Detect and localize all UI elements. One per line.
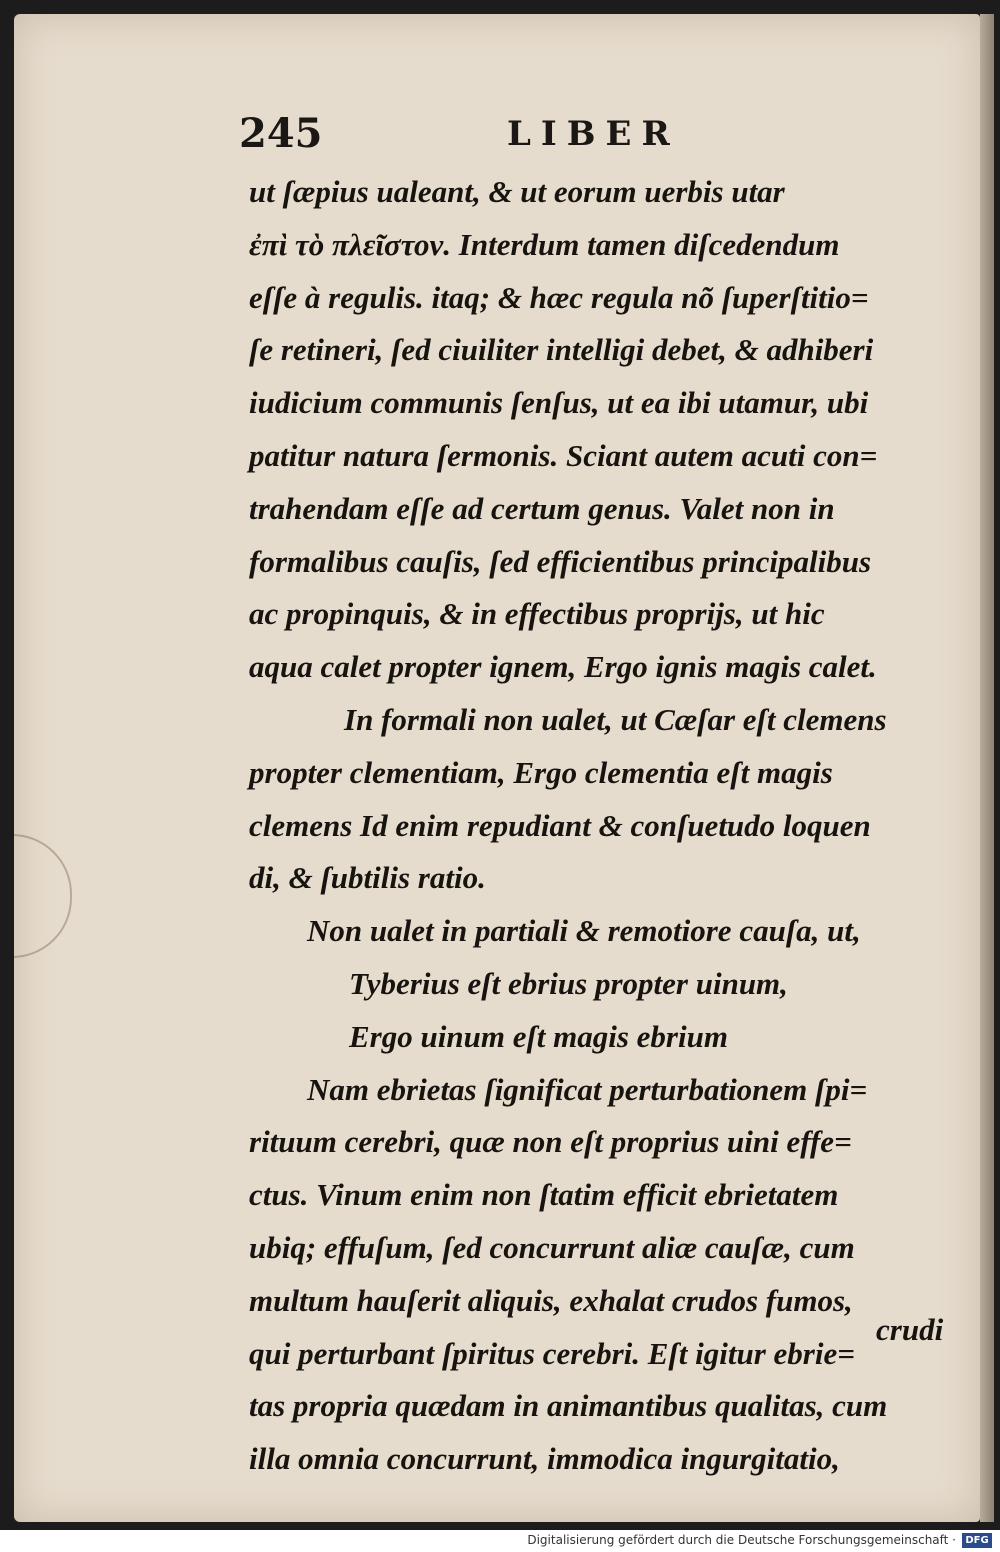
footer-bar [0, 1530, 1000, 1552]
text-line: Tyberius eſt ebrius propter uinum, [349, 965, 788, 1001]
text-line: di, & ſubtilis ratio. [249, 860, 486, 896]
body-text [249, 166, 949, 1486]
text-line: ut ſæpius ualeant, & ut eorum uerbis utar [249, 174, 785, 209]
folio-number: 245 [239, 110, 323, 157]
text-line: tas propria quædam in animantibus qualitas, cum [249, 1388, 888, 1424]
text-line: ἐπὶ τὸ πλεῖστον. Interdum tamen diſcedendum [249, 226, 840, 262]
text-line: ctus. Vinum enim non ſtatim efficit ebrietatem [249, 1177, 839, 1213]
text-line: aqua calet propter ignem, Ergo ignis magis calet. [249, 649, 877, 685]
running-title: LIBER [507, 114, 680, 154]
text-line: trahendam eſſe ad certum genus. Valet non in [249, 490, 835, 526]
text-line: iudicium communis ſenſus, ut ea ibi utamur, ubi [249, 385, 869, 421]
text-line: Nam ebrietas ſignificat perturbationem ſpi= [307, 1071, 868, 1107]
text-line: ſe retineri, ſed ciuiliter intelligi debet, & adhiberi [249, 332, 874, 368]
text-line: clemens Id enim repudiant & conſuetudo loquen [249, 807, 871, 843]
text-line: multum hauſerit aliquis, exhalat crudos fumos, [249, 1282, 853, 1318]
footer-credit: Digitalisierung gefördert durch die Deutsche Forschungsgemeinschaft · [527, 1533, 956, 1547]
text-line: rituum cerebri, quæ non eſt proprius uini effe= [249, 1124, 852, 1160]
text-line: illa omnia concurrunt, immodica ingurgitatio, [249, 1441, 840, 1477]
text-line: Ergo uinum eſt magis ebrium [349, 1018, 728, 1054]
text-line: Non ualet in partiali & remotiore cauſa, ut, [307, 913, 861, 949]
text-line: eſſe à regulis. itaq; & hæc regula nõ ſuperſtitio= [249, 279, 869, 315]
text-line: patitur natura ſermonis. Sciant autem acuti con= [249, 437, 878, 473]
text-line: formalibus cauſis, ſed efficientibus principalibus [249, 543, 872, 579]
page-edge [980, 14, 994, 1522]
text-line: propter clementiam, Ergo clementia eſt magis [249, 754, 833, 790]
catchword: crudi [876, 1312, 944, 1347]
book-page [14, 14, 980, 1522]
page-header [239, 110, 739, 170]
page-tab-mark [14, 834, 72, 958]
dfg-logo: DFG [962, 1533, 992, 1548]
text-line: qui perturbant ſpiritus cerebri. Eſt igitur ebrie= [249, 1335, 855, 1371]
text-line: In formali non ualet, ut Cæſar eſt clemens [344, 701, 887, 737]
text-line: ac propinquis, & in effectibus proprijs, ut hic [249, 596, 825, 632]
text-line: ubiq; effuſum, ſed concurrunt aliæ cauſæ, cum [249, 1229, 855, 1265]
